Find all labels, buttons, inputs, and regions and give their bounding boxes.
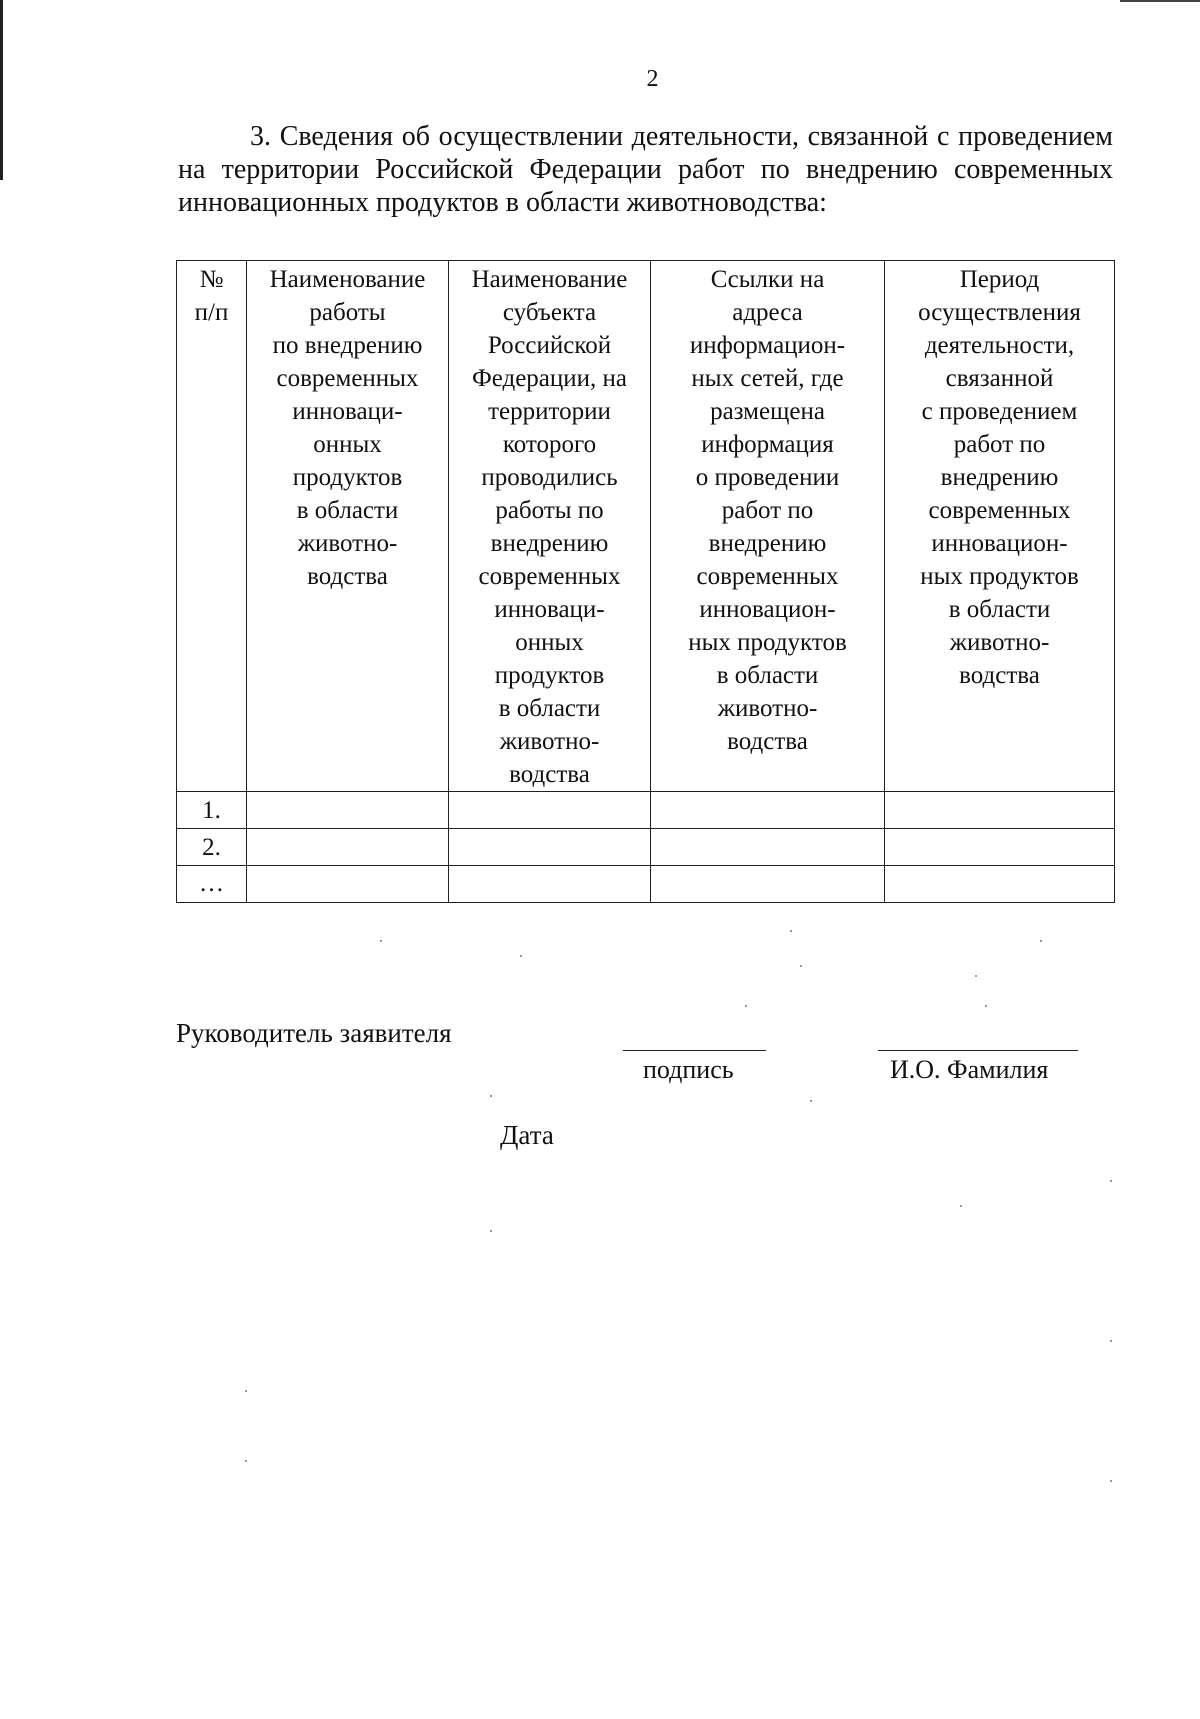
table-cell [449, 792, 651, 829]
table-cell [651, 792, 885, 829]
scan-speck [245, 1460, 247, 1462]
scan-speck [975, 975, 977, 977]
section-intro: 3. Сведения об осуществлении деятельности, связанной с проведением на территории Российской Федерации работ по внедрению современных инновационных продуктов в области животноводства: [178, 121, 1113, 218]
table-cell [449, 829, 651, 866]
header-period: Период осуществления деятельности, связанной с проведением работ по внедрению современных инновацион- ных продуктов в области животно- водства [885, 261, 1115, 792]
scan-speck [1110, 1340, 1112, 1342]
header-work-name: Наименование работы по внедрению современных инноваци- онных продуктов в области животно- водства [247, 261, 449, 792]
signatory-label: Руководитель заявителя [176, 1018, 452, 1048]
table-header-row [177, 261, 1115, 792]
signature-line [623, 1050, 766, 1051]
header-region: Наименование субъекта Российской Федерации, на территории которого проводились работы по внедрению современных инноваци- онных продуктов в области животно- водства [449, 261, 651, 792]
page-number: 2 [646, 66, 659, 92]
scan-speck [800, 965, 802, 967]
scan-speck [1040, 940, 1042, 942]
header-links: Ссылки на адреса информацион- ных сетей, где размещена информация о проведении работ по внедрению современных инновацион- ных продуктов в области животно- водства [651, 261, 885, 792]
header-number: № п/п [177, 261, 247, 792]
table-cell [885, 866, 1115, 903]
scan-speck [985, 1005, 987, 1007]
table-row [177, 866, 1115, 903]
scan-speck [745, 1005, 747, 1007]
scan-speck [380, 940, 382, 942]
table-cell [247, 792, 449, 829]
scan-speck [520, 955, 522, 957]
activity-table [176, 260, 1115, 903]
table-cell [247, 829, 449, 866]
table-row [177, 829, 1115, 866]
table-cell [885, 829, 1115, 866]
table-row [177, 792, 1115, 829]
scan-speck [490, 1095, 492, 1097]
scan-speck [960, 1205, 962, 1207]
table-cell [247, 866, 449, 903]
scan-speck [245, 1390, 247, 1392]
name-line [878, 1050, 1078, 1051]
row-number: 1. [177, 792, 247, 829]
table-cell [651, 829, 885, 866]
scan-speck [810, 1100, 812, 1102]
scan-edge [1120, 0, 1200, 2]
row-number: 2. [177, 829, 247, 866]
row-number: … [177, 866, 247, 903]
table-cell [651, 866, 885, 903]
table-cell [885, 792, 1115, 829]
scan-speck [1110, 1180, 1112, 1182]
scan-speck [1110, 1480, 1112, 1482]
name-caption: И.О. Фамилия [890, 1055, 1049, 1084]
scan-speck [790, 930, 792, 932]
signature-caption: подпись [643, 1055, 734, 1084]
scan-speck [490, 1230, 492, 1232]
date-label: Дата [500, 1120, 554, 1150]
table-cell [449, 866, 651, 903]
